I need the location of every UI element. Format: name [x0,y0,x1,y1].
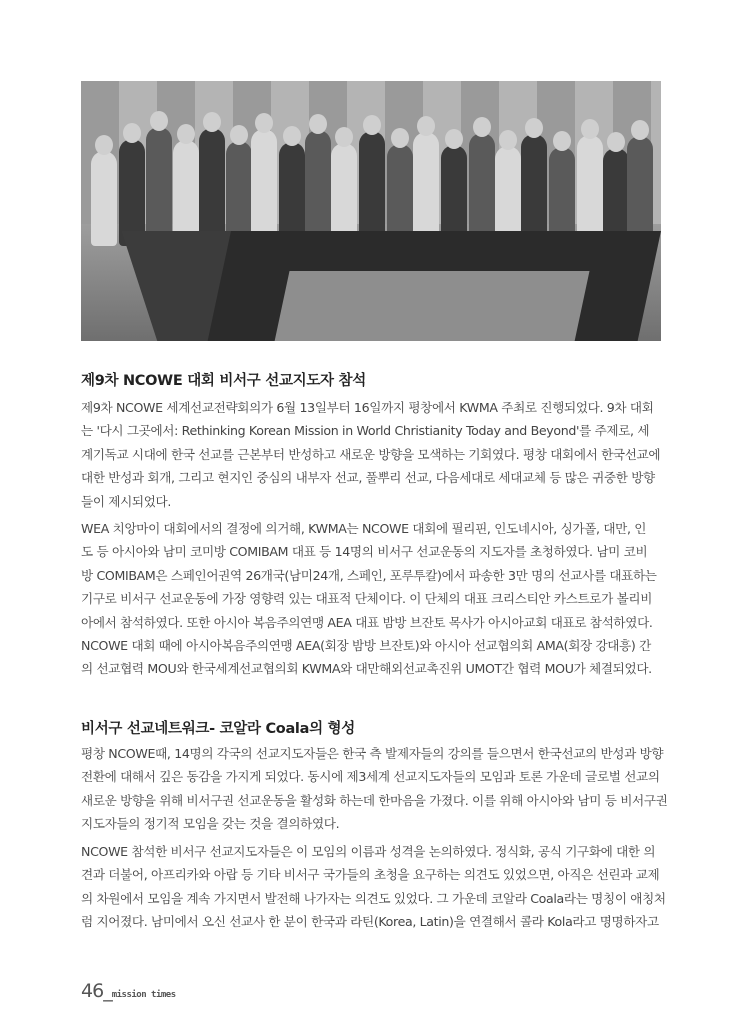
photo-person [521,134,547,246]
photo-person [146,127,172,246]
photo-person-head [553,131,571,151]
text-line: 계기독교 시대에 한국 선교를 근본부터 반성하고 새로운 방향을 모색하는 기회였다. 평창 대회에서 한국선교에 [81,446,661,462]
publication-name: mission times [111,990,176,1000]
text-line: 제9차 NCOWE 세계선교전략회의가 6월 13일부터 16일까지 평창에서 KWMA 주최로 진행되었다. 9차 대회 [81,400,654,415]
text-line: 럼 지어졌다. 남미에서 오신 선교사 한 분이 한국과 라틴(Korea, Latin)을 연결해서 콜라 Kola라고 명명하자고 [81,914,659,930]
photo-person-head [95,135,113,155]
photo-person-head [150,111,168,131]
photo-person-head [417,116,435,136]
text-line: NCOWE 참석한 비서구 선교지도자들은 이 모임의 이름과 성격을 논의하였다. 정식화, 공식 기구화에 대한 의 [81,844,656,859]
photo-person-head [230,125,248,145]
text-line: 방 COMIBAM은 스페인어권역 26개국(남미24개, 스페인, 포루투칼)에서 파송한 3만 명의 선교사를 대표하는 [81,567,657,583]
photo-person [577,135,603,246]
photo-person [413,132,439,246]
footer-separator: _ [103,980,112,1002]
page-footer [81,980,176,1002]
photo-person-head [203,112,221,132]
photo-person-head [581,119,599,139]
photo-person-head [631,120,649,140]
text-line: 지도자들의 정기적 모임을 갖는 것을 결의하였다. [81,816,340,832]
section1-heading: 제9차 NCOWE 대회 비서구 선교지도자 참석 [81,373,366,389]
photo-person-head [499,130,517,150]
page-number: 46 [81,980,104,1002]
photo-people [91,126,651,246]
photo-person [199,128,225,246]
photo-person-head [607,132,625,152]
photo-person-head [283,126,301,146]
group-photo [81,81,661,341]
photo-person [119,139,145,246]
photo-person-head [255,113,273,133]
section1-paragraph-2 [81,517,675,681]
text-line: 새로운 방향을 위해 비서구권 선교운동을 활성화 하는데 한마음을 가졌다. 이를 위해 아시아와 남미 등 비서구권 [81,792,668,808]
section2-paragraph-1 [81,742,675,836]
photo-person-head [391,128,409,148]
photo-person [627,136,653,246]
photo-person-head [335,127,353,147]
photo-person-head [445,129,463,149]
photo-person-head [363,115,381,135]
text-line: NCOWE 대회 때에 아시아복음주의연맹 AEA(회장 밤방 브잔토)와 아시아 선교협의회 AMA(회장 강대흥) 간 [81,638,651,654]
photo-person [305,130,331,246]
text-line: 도 등 아시아와 남미 코미방 COMIBAM 대표 등 14명의 비서구 선교운동의 지도자를 초청하였다. 남미 코비 [81,544,648,560]
text-line: WEA 치앙마이 대회에서의 결정에 의거해, KWMA는 NCOWE 대회에 필리핀, 인도네시아, 싱가폴, 대만, 인 [81,521,647,536]
photo-person [359,131,385,246]
photo-person-head [525,118,543,138]
text-line: 전환에 대해서 깊은 동감을 가지게 되었다. 동시에 제3세계 선교지도자들의 모임과 토론 가운데 글로벌 선교의 [81,769,660,785]
section2-paragraph-2 [81,840,675,934]
section1-paragraph-1 [81,396,675,513]
text-line: 아에서 참석하였다. 또한 아시아 복음주의연맹 AEA 대표 밤방 브잔토 목사가 아시아교회 대표로 참석하였다. [81,614,653,630]
photo-person-head [177,124,195,144]
text-line: 들이 제시되었다. [81,493,172,509]
section2-heading: 비서구 선교네트워크- 코알라 Coala의 형성 [81,721,355,737]
text-line: 의 선교협력 MOU와 한국세계선교협의회 KWMA와 대만해외선교촉진위 UMOT간 협력 MOU가 체결되었다. [81,661,652,677]
photo-person-head [473,117,491,137]
text-line: 대한 반성과 회개, 그리고 현지인 중심의 내부자 선교, 풀뿌리 선교, 다음세대로 세대교체 등 많은 귀중한 방향 [81,470,655,486]
text-line: 의 차원에서 모임을 계속 가지면서 발전해 나가자는 의견도 있었다. 그 가운데 코알라 Coala라는 명칭이 애칭처 [81,890,666,906]
photo-person [91,151,117,246]
text-line: 견과 더불어, 아프리카와 아랍 등 기타 비서구 국가들의 초청을 요구하는 의견도 있었으면, 아직은 선린과 교제 [81,867,660,883]
text-line: 기구로 비서구 선교운동에 가장 영향력 있는 대표적 단체이다. 이 단체의 대표 크리스티안 카스트로가 볼리비 [81,591,653,607]
photo-person-head [123,123,141,143]
photo-person [469,133,495,246]
text-line: 평창 NCOWE때, 14명의 각국의 선교지도자들은 한국 측 발제자들의 강의를 들으면서 한국선교의 반성과 방향 [81,746,664,761]
text-line: 는 '다시 그곳에서: Rethinking Korean Mission in World Christianity Today and Beyond'를 주제로, 세 [81,423,650,439]
photo-floor [272,271,589,341]
photo-person [251,129,277,246]
photo-person-head [309,114,327,134]
